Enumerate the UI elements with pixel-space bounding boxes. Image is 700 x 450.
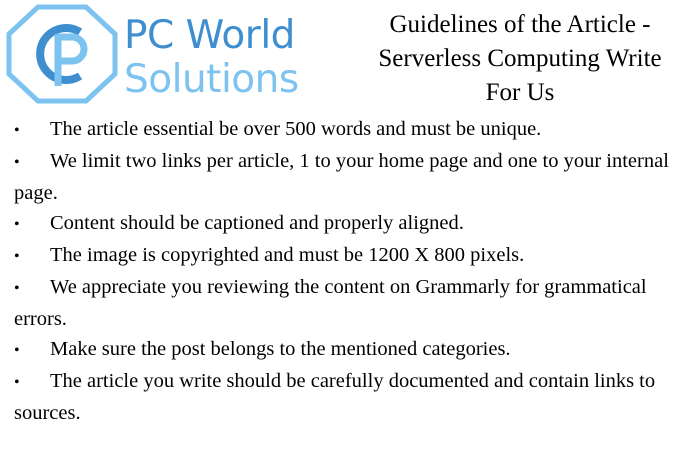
brand-name-line2: Solutions (124, 57, 299, 102)
page-title-line2: Serverless Computing Write (378, 45, 662, 72)
list-item (14, 240, 700, 272)
list-item-text: Make sure the post belongs to the mentioned categories. (50, 338, 511, 360)
pc-octagon-monogram-icon (6, 4, 118, 104)
list-item (14, 114, 700, 146)
brand-logo (6, 4, 336, 104)
list-item (14, 272, 700, 334)
list-item-text: The article essential be over 500 words and must be unique. (50, 118, 542, 140)
list-item-text: We appreciate you reviewing the content on Grammarly for grammatical errors. (14, 276, 647, 330)
list-item (14, 366, 700, 428)
list-item-text: We limit two links per article, 1 to your home page and one to your internal page. (14, 150, 669, 204)
list-item (14, 146, 700, 208)
brand-name-line1: PC World (124, 13, 295, 58)
bullet-icon: • (14, 248, 20, 265)
bullet-icon: • (14, 216, 20, 233)
page-title (340, 8, 700, 110)
bullet-icon: • (14, 342, 20, 359)
list-item-text: The article you write should be carefully documented and contain links to sources. (14, 370, 656, 424)
guidelines-list (14, 114, 700, 428)
list-item (14, 334, 700, 366)
list-item-text: The image is copyrighted and must be 1200 X 800 pixels. (50, 244, 525, 266)
bullet-icon: • (14, 280, 20, 297)
list-item (14, 208, 700, 240)
bullet-icon: • (14, 374, 20, 391)
brand-wordmark (124, 14, 299, 102)
page-title-line1: Guidelines of the Article - (389, 11, 651, 38)
bullet-icon: • (14, 122, 20, 139)
page-title-line3: For Us (485, 79, 555, 106)
list-item-text: Content should be captioned and properly aligned. (50, 212, 464, 234)
bullet-icon: • (14, 154, 20, 171)
